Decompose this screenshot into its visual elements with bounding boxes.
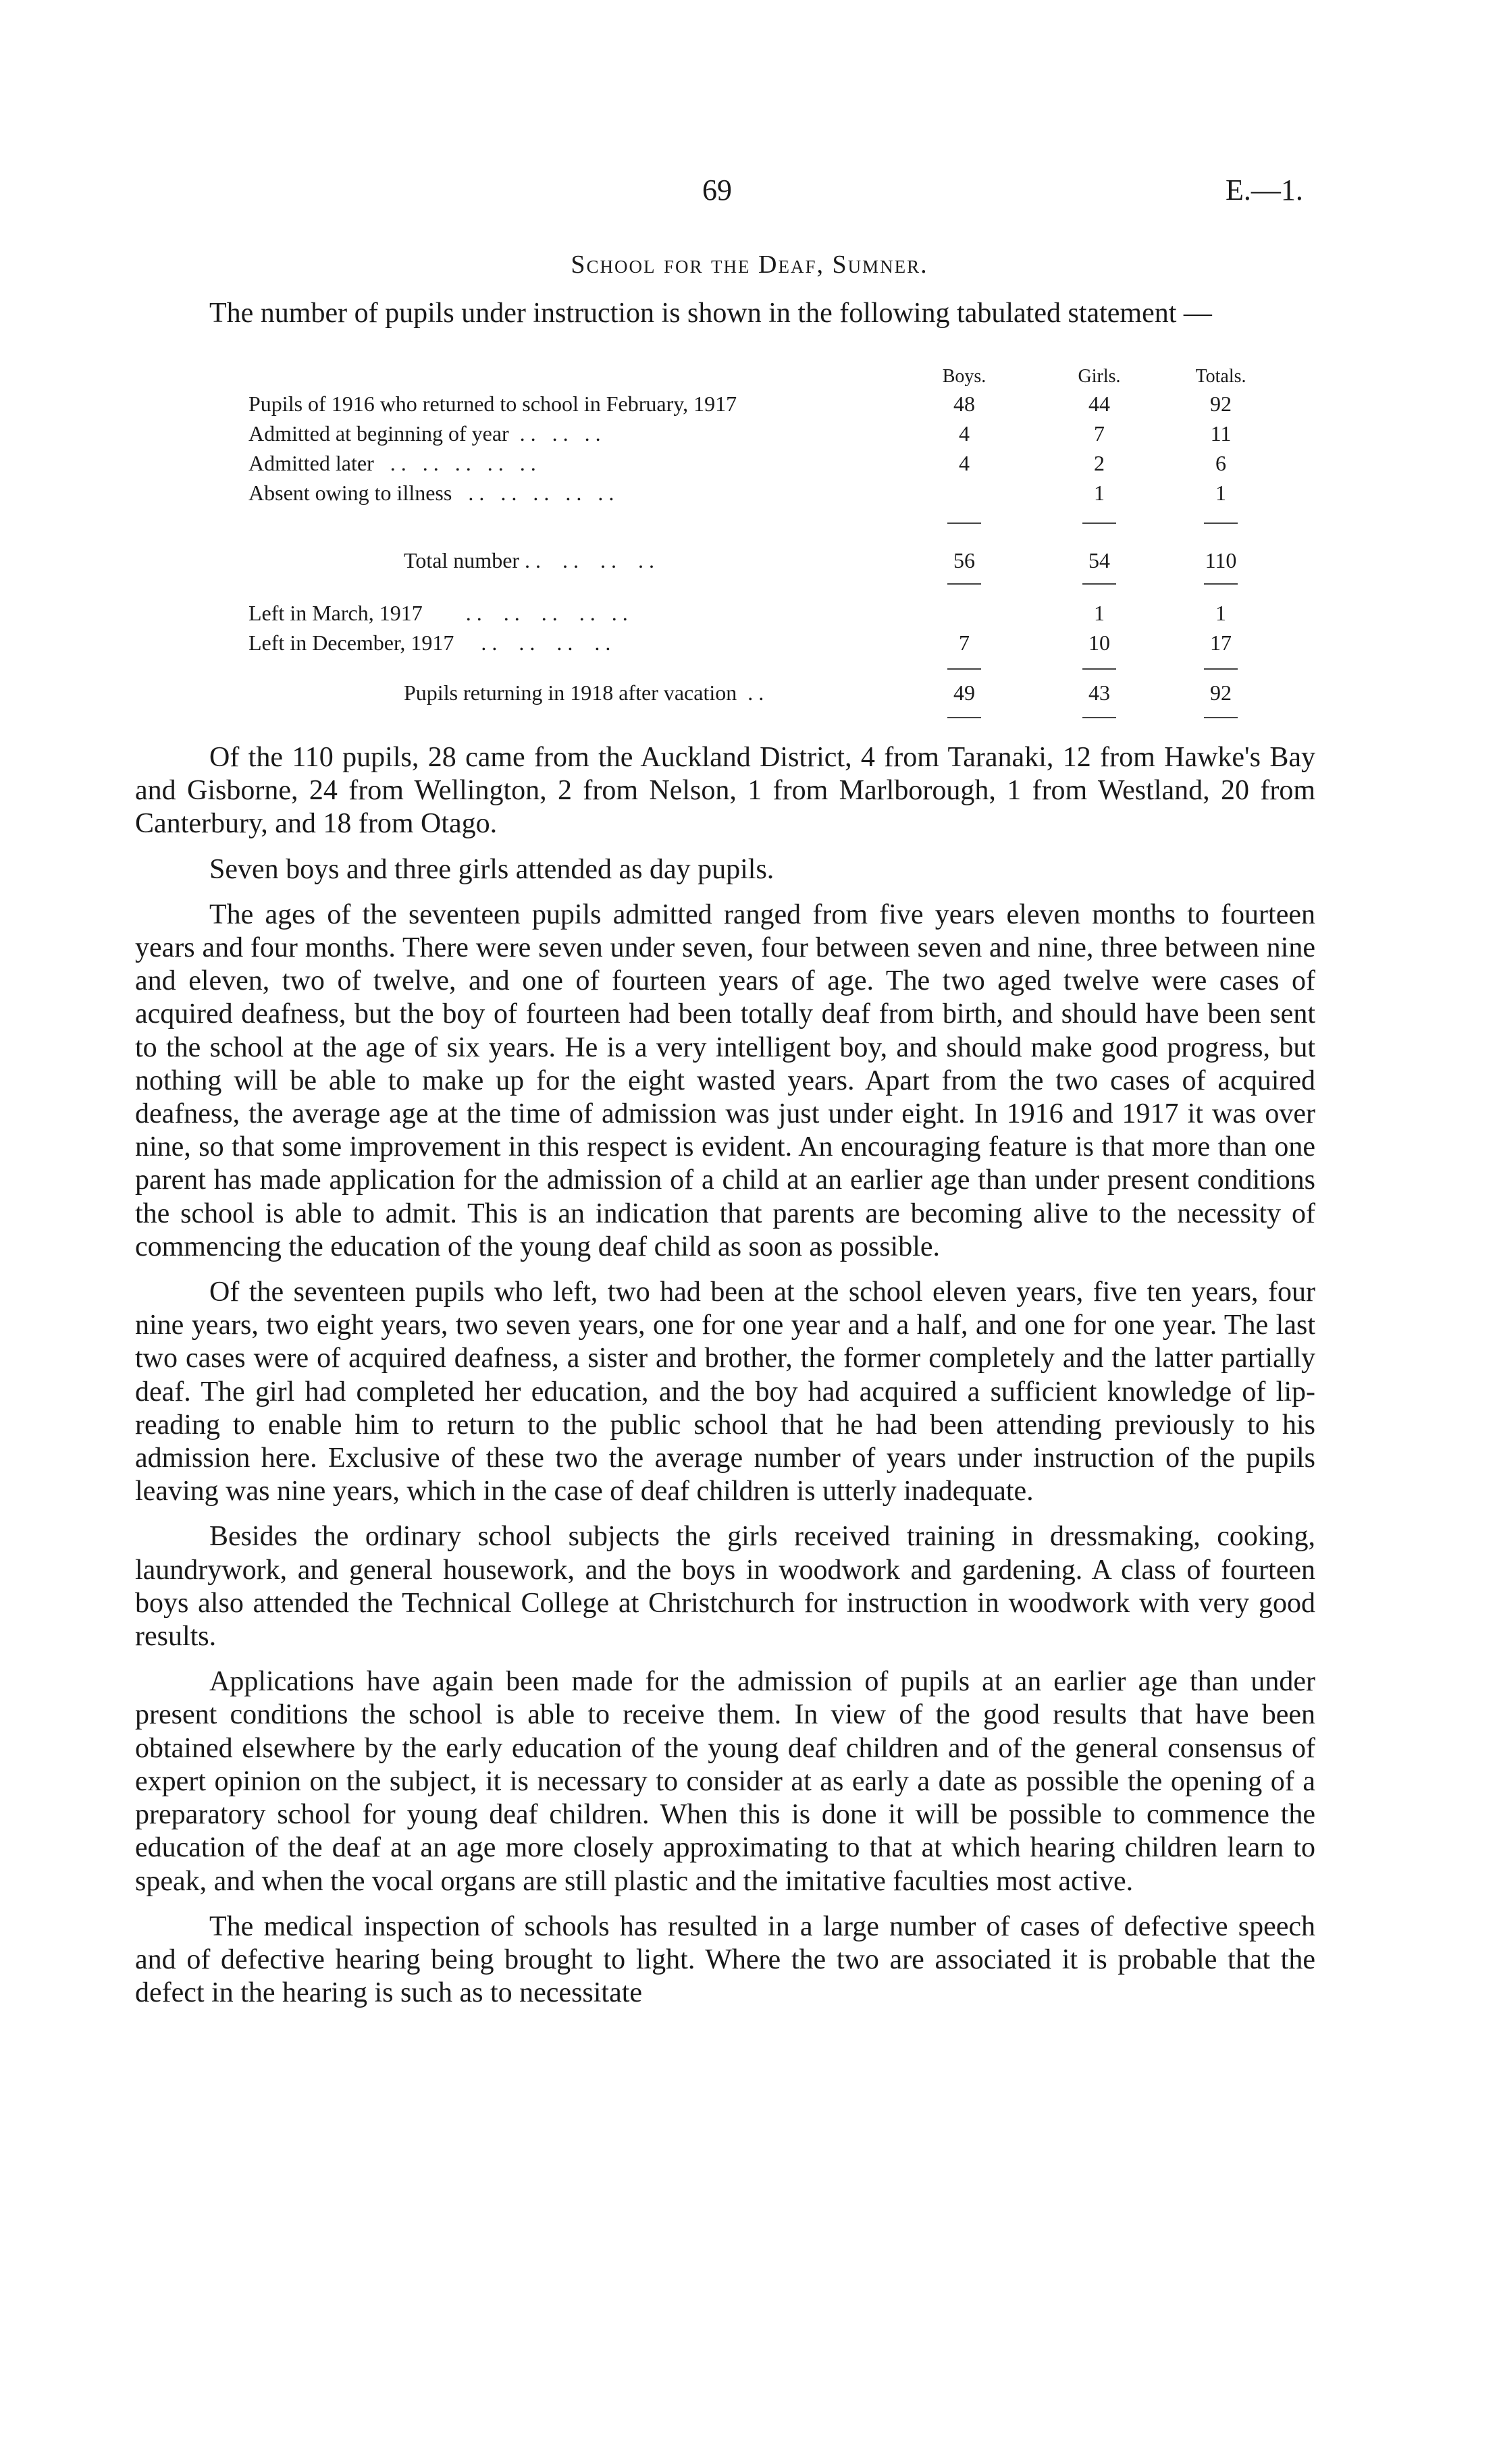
row-label: Pupils returning in 1918 after vacation . . — [404, 680, 764, 705]
totals-cell: 11 — [1210, 421, 1232, 446]
pupil-statistics-table — [248, 365, 1246, 707]
row-label: Left in December, 1917 . . . . . . . . — [248, 631, 611, 655]
totals-cell: 1 — [1215, 601, 1226, 625]
row-label: Total number . . . . . . . . — [404, 548, 655, 572]
paragraph: The medical inspection of schools has resulted in a large number of cases of defective speech and of defective hearing being brought to light. Where the two are associated it is probable that the defect in the hearing is such as to necessitate — [135, 1910, 1315, 2009]
girls-cell: 54 — [1088, 548, 1110, 572]
row-label: Admitted later . . . . . . . . . . — [248, 451, 536, 475]
totals-cell: 17 — [1210, 631, 1232, 655]
rule-line — [947, 668, 981, 670]
totals-cell: 110 — [1205, 548, 1237, 572]
row-label: Admitted at beginning of year . . . . . . — [248, 421, 601, 446]
rule-line — [1204, 583, 1238, 585]
section-title: School for the Deaf, Sumner. — [571, 250, 928, 279]
rule-line — [1082, 717, 1116, 718]
table-row — [248, 628, 1232, 658]
rule-line — [1082, 668, 1116, 670]
paragraph: Besides the ordinary school subjects the girls received training in dressmaking, cooking, laundrywork, and general housework, and the boys in woodwork and gardening. A class of fourteen boys also attended the Technical College at Christchurch for instruction in woodwork with very good results. — [135, 1521, 1315, 1653]
totals-header: Totals. — [1195, 366, 1246, 387]
boys-cell: 4 — [959, 421, 970, 446]
boys-header: Boys. — [942, 366, 987, 387]
boys-cell: 48 — [953, 392, 975, 416]
table-row — [248, 448, 1226, 478]
rule-line — [1204, 668, 1238, 670]
boys-cell: 7 — [959, 631, 970, 655]
girls-cell: 10 — [1088, 631, 1110, 655]
paragraph: Of the 110 pupils, 28 came from the Auckland District, 4 from Taranaki, 12 from Hawke's Bay and Gisborne, 24 from Wellington, 2 from Nelson, 1 from Marlborough, 1 from Westland, 20 from Canterbury, and 18 from Otago. — [135, 742, 1315, 840]
rule-line — [1082, 583, 1116, 585]
totals-cell: 6 — [1215, 451, 1226, 475]
paragraph: Of the seventeen pupils who left, two had been at the school eleven years, five ten years, four nine years, two eight years, two seven years, one for one year and a half, and one for one year. The last two cases were of acquired deafness, a sister and brother, the former completely and the latter partially deaf. The girl had completed her education, and the boy had acquired a sufficient knowledge of lip-reading to enable him to return to the public school that he had been attending previously to his admission here. Exclusive of these two the average number of years under instruction of the pupils leaving was nine years, which in the case of deaf children is utterly inadequate. — [135, 1277, 1315, 1507]
boys-cell: 56 — [953, 548, 975, 572]
paragraph: Seven boys and three girls attended as day pupils. — [209, 853, 774, 885]
girls-cell: 44 — [1088, 392, 1110, 416]
girls-cell: 7 — [1094, 421, 1105, 446]
table-row — [248, 389, 1232, 419]
table-header-row — [248, 365, 1246, 389]
returning-row — [248, 678, 1232, 707]
intro-paragraph: The number of pupils under instruction is shown in the following tabulated statement — — [209, 298, 1212, 329]
table-row — [248, 478, 1226, 508]
boys-cell: 4 — [959, 451, 970, 475]
rule-line — [1204, 717, 1238, 718]
rule-line — [947, 583, 981, 585]
page-reference: E.—1. — [1226, 173, 1303, 207]
table-row — [248, 598, 1226, 628]
rule-line — [947, 717, 981, 718]
paragraph: Applications have again been made for the admission of pupils at an earlier age than under present conditions the school is able to receive them. In view of the good results that have been obtained elsewhere by the early education of the young deaf children and of the general consensus of expert opinion on the subject, it is necessary to consider at as early a date as possible the opening of a preparatory school for young deaf children. When this is done it will be possible to commence the education of the deaf at an age more closely approximating to that at which hearing children learn to speak, and when the vocal organs are still plastic and the imitative faculties most active. — [135, 1666, 1315, 1897]
table-row — [248, 419, 1232, 448]
totals-cell: 1 — [1215, 481, 1226, 505]
total-row — [248, 545, 1237, 575]
girls-header: Girls. — [1078, 366, 1121, 387]
totals-cell: 92 — [1210, 680, 1232, 705]
paragraph: The ages of the seventeen pupils admitted ranged from five years eleven months to fourteen years and four months. There were seven under seven, four between seven and nine, three between nine and eleven, two of twelve, and one of fourteen years of age. The two aged twelve were cases of acquired deafness, but the boy of fourteen had been totally deaf from birth, and should have been sent to the school at the age of six years. He is a very intelligent boy, and should make good progress, but nothing will be able to make up for the eight wasted years. Apart from the two cases of acquired deafness, the average age at the time of admission was just under eight. In 1916 and 1917 it was over nine, so that some improvement in this respect is evident. An encouraging feature is that more than one parent has made application for the admission of a child at an earlier age than under present conditions the school is able to admit. This is an indication that parents are becoming alive to the necessity of commencing the education of the young deaf child as soon as possible. — [135, 899, 1315, 1262]
rule-line — [1082, 523, 1116, 524]
row-label: Left in March, 1917 . . . . . . . . . . — [248, 601, 628, 625]
rule-line — [1204, 523, 1238, 524]
body-text — [135, 741, 1315, 2022]
boys-cell: 49 — [953, 680, 975, 705]
rule-line — [947, 523, 981, 524]
row-label: Absent owing to illness . . . . . . . . . . — [248, 481, 614, 505]
page-number: 69 — [702, 173, 732, 207]
girls-cell: 43 — [1088, 680, 1110, 705]
row-label: Pupils of 1916 who returned to school in February, 1917 — [248, 392, 737, 416]
girls-cell: 2 — [1094, 451, 1105, 475]
girls-cell: 1 — [1094, 601, 1105, 625]
totals-cell: 92 — [1210, 392, 1232, 416]
girls-cell: 1 — [1094, 481, 1105, 505]
